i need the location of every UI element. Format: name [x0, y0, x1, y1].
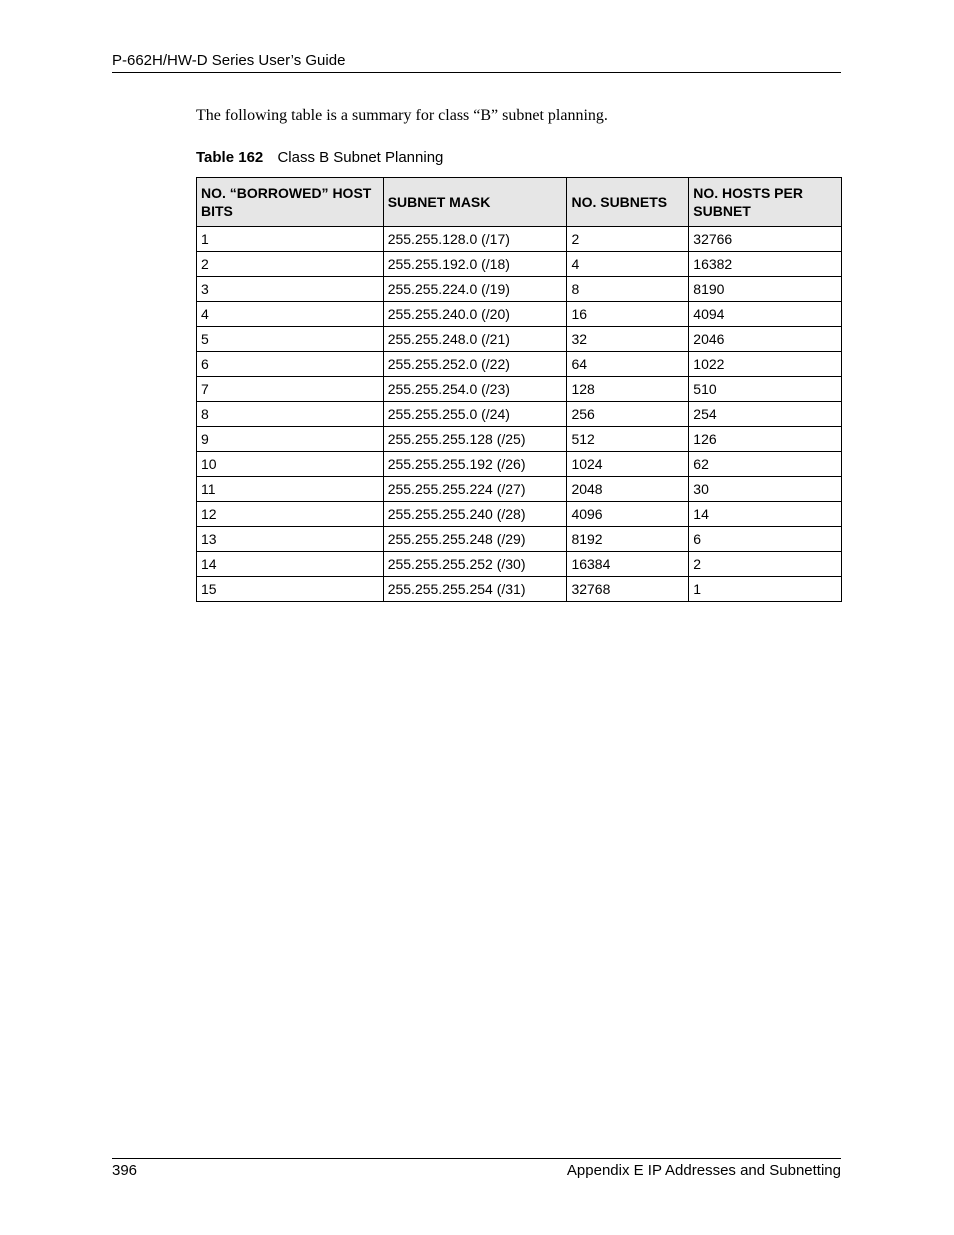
footer-section: Appendix E IP Addresses and Subnetting [566, 1162, 841, 1179]
header-title: P-662H/HW-D Series User’s Guide [112, 52, 346, 69]
table-row [197, 352, 842, 377]
table-caption [196, 149, 443, 166]
table-row [197, 477, 842, 502]
table-cell: 512 [567, 427, 689, 452]
table-cell: 10 [197, 452, 384, 477]
table-cell: 11 [197, 477, 384, 502]
table-cell: 255.255.192.0 (/18) [383, 252, 567, 277]
table-cell: 255.255.254.0 (/23) [383, 377, 567, 402]
table-cell: 126 [689, 427, 842, 452]
table-cell: 32 [567, 327, 689, 352]
table-cell: 2 [197, 252, 384, 277]
table-cell: 255.255.255.252 (/30) [383, 552, 567, 577]
table-cell: 62 [689, 452, 842, 477]
table-cell: 15 [197, 577, 384, 602]
table-cell: 3 [197, 277, 384, 302]
table-cell: 2 [689, 552, 842, 577]
table-cell: 16 [567, 302, 689, 327]
table-cell: 4094 [689, 302, 842, 327]
table-cell: 255.255.240.0 (/20) [383, 302, 567, 327]
table-row [197, 277, 842, 302]
table-header-row [197, 178, 842, 227]
table-cell: 4 [197, 302, 384, 327]
table-row [197, 577, 842, 602]
page-number: 396 [112, 1162, 138, 1179]
table-cell: 255.255.224.0 (/19) [383, 277, 567, 302]
table-row [197, 502, 842, 527]
table-cell: 7 [197, 377, 384, 402]
table-row [197, 302, 842, 327]
table-cell: 2046 [689, 327, 842, 352]
table-cell: 128 [567, 377, 689, 402]
table-number: Table 162 [196, 149, 264, 166]
page-header [112, 50, 841, 73]
table-cell: 255.255.255.248 (/29) [383, 527, 567, 552]
table-cell: 9 [197, 427, 384, 452]
table-cell: 1 [689, 577, 842, 602]
table-cell: 2048 [567, 477, 689, 502]
table-cell: 255.255.255.0 (/24) [383, 402, 567, 427]
table-cell: 255.255.255.254 (/31) [383, 577, 567, 602]
table-cell: 16382 [689, 252, 842, 277]
table-cell: 1024 [567, 452, 689, 477]
table-cell: 8 [197, 402, 384, 427]
table-cell: 14 [689, 502, 842, 527]
table-cell: 32768 [567, 577, 689, 602]
table-row [197, 452, 842, 477]
table-row [197, 252, 842, 277]
table-cell: 6 [197, 352, 384, 377]
table-title: Class B Subnet Planning [277, 149, 444, 166]
column-header-no-subnets: NO. SUBNETS [567, 178, 689, 227]
table-row [197, 527, 842, 552]
column-header-subnet-mask: SUBNET MASK [383, 178, 567, 227]
table-cell: 13 [197, 527, 384, 552]
table-cell: 4096 [567, 502, 689, 527]
table-row [197, 327, 842, 352]
table-cell: 1 [197, 227, 384, 252]
table-cell: 1022 [689, 352, 842, 377]
table-cell: 255.255.255.224 (/27) [383, 477, 567, 502]
table-body [197, 227, 842, 602]
table-cell: 64 [567, 352, 689, 377]
table-cell: 255.255.255.192 (/26) [383, 452, 567, 477]
table-cell: 254 [689, 402, 842, 427]
table-row [197, 552, 842, 577]
table-cell: 2 [567, 227, 689, 252]
table-cell: 255.255.255.128 (/25) [383, 427, 567, 452]
table-cell: 255.255.252.0 (/22) [383, 352, 567, 377]
intro-paragraph: The following table is a summary for class “B” subnet planning. [196, 107, 608, 124]
subnet-planning-table [196, 177, 842, 602]
table-cell: 32766 [689, 227, 842, 252]
table-cell: 16384 [567, 552, 689, 577]
table-cell: 4 [567, 252, 689, 277]
table-row [197, 402, 842, 427]
table-row [197, 227, 842, 252]
table-cell: 8192 [567, 527, 689, 552]
table-cell: 8190 [689, 277, 842, 302]
table-cell: 6 [689, 527, 842, 552]
column-header-borrowed-bits: NO. “BORROWED” HOST BITS [197, 178, 384, 227]
column-header-hosts-per-subnet: NO. HOSTS PER SUBNET [689, 178, 842, 227]
table-cell: 30 [689, 477, 842, 502]
page-footer [112, 1158, 841, 1183]
table-cell: 12 [197, 502, 384, 527]
table-cell: 8 [567, 277, 689, 302]
table-cell: 5 [197, 327, 384, 352]
table-cell: 255.255.255.240 (/28) [383, 502, 567, 527]
table-cell: 255.255.128.0 (/17) [383, 227, 567, 252]
table-cell: 14 [197, 552, 384, 577]
table-cell: 510 [689, 377, 842, 402]
table-row [197, 377, 842, 402]
table-row [197, 427, 842, 452]
table-cell: 256 [567, 402, 689, 427]
table-cell: 255.255.248.0 (/21) [383, 327, 567, 352]
